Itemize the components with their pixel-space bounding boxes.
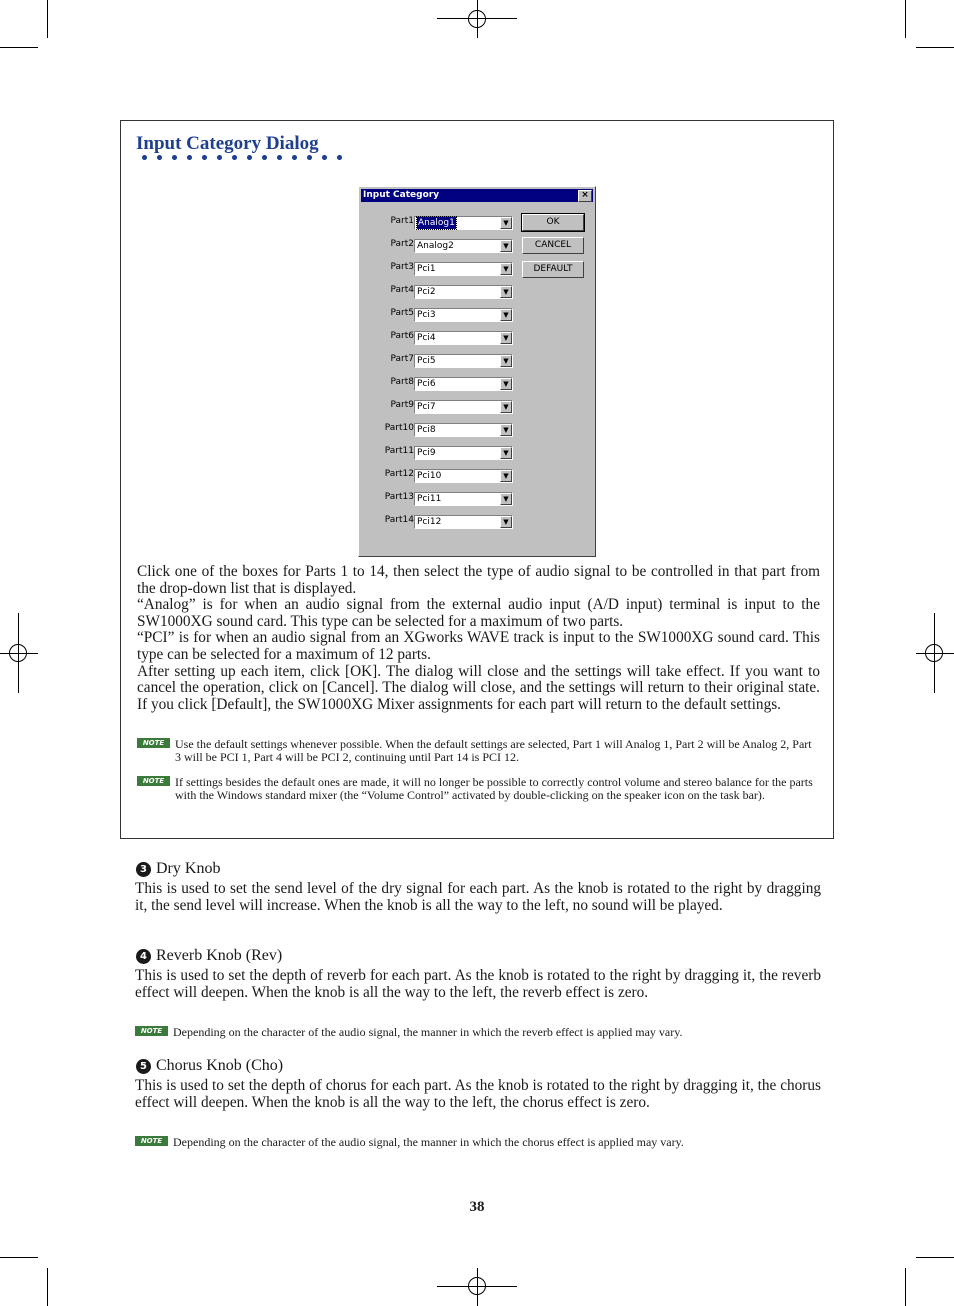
part-row [359, 468, 519, 484]
part-row [359, 330, 519, 346]
part-select-value: Pci7 [417, 402, 436, 412]
dropdown-arrow-icon[interactable]: ▼ [500, 401, 512, 413]
note-text: Depending on the character of the audio signal, the manner in which the reverb effect is applied may vary. [173, 1025, 683, 1039]
note-text: Depending on the character of the audio signal, the manner in which the chorus effect is applied may vary. [173, 1135, 684, 1149]
part-label: Part13 [384, 492, 414, 502]
part-select-value: Pci10 [417, 471, 442, 481]
part-select-value: Pci5 [417, 356, 436, 366]
part-select[interactable] [414, 216, 513, 230]
dropdown-arrow-icon[interactable]: ▼ [500, 332, 512, 344]
part-select[interactable] [414, 354, 513, 368]
box-body-text [137, 564, 820, 713]
part-select-value: Pci6 [417, 379, 436, 389]
part-select-value: Analog2 [417, 241, 454, 251]
dropdown-arrow-icon[interactable]: ▼ [500, 378, 512, 390]
dropdown-arrow-icon[interactable]: ▼ [500, 470, 512, 482]
item-heading [136, 947, 282, 965]
part-row [359, 514, 519, 530]
part-label: Part12 [384, 469, 414, 479]
dropdown-arrow-icon[interactable]: ▼ [500, 516, 512, 528]
dialog-title: Input Category [363, 190, 440, 200]
part-select-value: Pci1 [417, 264, 436, 274]
part-select[interactable] [414, 469, 513, 483]
part-row [359, 445, 519, 461]
part-label: Part14 [384, 515, 414, 525]
registration-circle [468, 1277, 486, 1295]
crop-mark [47, 1268, 48, 1306]
note-icon: NOTE [135, 1026, 168, 1036]
part-select-value: Pci4 [417, 333, 436, 343]
paragraph: “PCI” is for when an audio signal from an XGworks WAVE track is input to the SW1000XG sound card. This type can be selected for a maximum of 12 parts. [137, 629, 820, 663]
part-label: Part9 [390, 400, 414, 410]
dropdown-arrow-icon[interactable]: ▼ [500, 286, 512, 298]
part-select[interactable] [414, 446, 513, 460]
crop-mark [905, 1268, 906, 1306]
part-row [359, 215, 519, 231]
input-category-dialog [358, 186, 596, 557]
part-select-value: Pci2 [417, 287, 436, 297]
dropdown-arrow-icon[interactable]: ▼ [500, 263, 512, 275]
dropdown-arrow-icon[interactable]: ▼ [500, 493, 512, 505]
part-label: Part5 [390, 308, 414, 318]
part-select[interactable] [414, 377, 513, 391]
item-text: This is used to set the send level of the dry signal for each part. As the knob is rotated to the right by dragging it, the send level will increase. When the knob is all the way to the left, no sound will be played. [135, 880, 821, 914]
dropdown-arrow-icon[interactable]: ▼ [500, 240, 512, 252]
part-select-value: Pci11 [417, 494, 442, 504]
part-select-value: Pci12 [417, 517, 442, 527]
part-label: Part3 [390, 262, 414, 272]
cancel-button[interactable]: CANCEL [522, 237, 584, 254]
part-row [359, 284, 519, 300]
note-icon: NOTE [137, 776, 170, 786]
part-select[interactable] [414, 492, 513, 506]
dropdown-arrow-icon[interactable]: ▼ [500, 424, 512, 436]
crop-mark [0, 1257, 38, 1258]
part-row [359, 376, 519, 392]
part-select[interactable] [414, 331, 513, 345]
title-underline-dots [137, 155, 347, 160]
default-button[interactable]: DEFAULT [522, 261, 584, 278]
ok-button[interactable]: OK [522, 214, 584, 231]
item-heading [136, 1057, 283, 1075]
part-row [359, 353, 519, 369]
part-label: Part8 [390, 377, 414, 387]
crop-mark [0, 47, 38, 48]
item-number: 3 [136, 862, 151, 877]
registration-circle [925, 644, 943, 662]
paragraph: “Analog” is for when an audio signal from the external audio input (A/D input) terminal is input to the SW1000XG sound card. This type can be selected for a maximum of two parts. [137, 596, 820, 630]
part-row [359, 422, 519, 438]
note-text: If settings besides the default ones are made, it will no longer be possible to correctly control volume and stereo balance for the parts with the Windows standard mixer (the “Volume Control” activated by double-clicking on the speaker icon on the task bar). [175, 775, 813, 802]
crop-mark [905, 0, 906, 38]
paragraph: After setting up each item, click [OK]. The dialog will close and the settings will take effect. If you want to cancel the operation, click on [Cancel]. The dialog will close, and the settings will return to their original state. If you click [Default], the SW1000XG Mixer assignments for each part will return to the default settings. [137, 662, 820, 713]
part-select-value: Pci9 [417, 448, 436, 458]
part-row [359, 238, 519, 254]
close-icon[interactable]: × [578, 190, 592, 202]
part-select[interactable] [414, 400, 513, 414]
section-title: Input Category Dialog [136, 133, 319, 154]
part-select-value: Analog1 [418, 218, 455, 228]
page-number: 38 [469, 1199, 485, 1215]
part-select[interactable] [414, 239, 513, 253]
part-row [359, 307, 519, 323]
part-select[interactable] [414, 262, 513, 276]
dropdown-arrow-icon[interactable]: ▼ [500, 355, 512, 367]
item-heading [136, 860, 220, 878]
item-title: Chorus Knob (Cho) [156, 1057, 284, 1074]
part-select[interactable] [414, 308, 513, 322]
part-label: Part7 [390, 354, 414, 364]
dialog-title-bar [361, 189, 593, 202]
item-number: 4 [136, 949, 151, 964]
item-title: Reverb Knob (Rev) [156, 947, 283, 964]
part-label: Part2 [390, 239, 414, 249]
part-select-value: Pci3 [417, 310, 436, 320]
paragraph: Click one of the boxes for Parts 1 to 14, then select the type of audio signal to be controlled in that part from the drop-down list that is displayed. [137, 563, 820, 597]
part-select[interactable] [414, 423, 513, 437]
part-label: Part10 [384, 423, 414, 433]
part-row [359, 399, 519, 415]
dropdown-arrow-icon[interactable]: ▼ [500, 217, 512, 229]
part-label: Part6 [390, 331, 414, 341]
item-text: This is used to set the depth of chorus for each part. As the knob is rotated to the right by dragging it, the chorus effect will deepen. When the knob is all the way to the left, the chorus effect is zero. [135, 1077, 821, 1111]
part-select[interactable] [414, 285, 513, 299]
note-icon: NOTE [137, 738, 170, 748]
note-text: Use the default settings whenever possible. When the default settings are selected, Part 1 will Analog 1, Part 2 will be Analog 2, Part 3 will be PCI 1, Part 4 will be PCI 2, continuing until Part 14 is PCI 12. [175, 737, 812, 764]
crop-mark [916, 47, 954, 48]
item-text: This is used to set the depth of reverb for each part. As the knob is rotated to the right by dragging it, the reverb effect will deepen. When the knob is all the way to the left, the reverb effect is zero. [135, 967, 821, 1001]
part-label: Part1 [390, 216, 414, 226]
part-label: Part11 [384, 446, 414, 456]
part-select-value: Pci8 [417, 425, 436, 435]
registration-circle [468, 10, 486, 28]
part-row [359, 261, 519, 277]
part-label: Part4 [390, 285, 414, 295]
crop-mark [47, 0, 48, 38]
dropdown-arrow-icon[interactable]: ▼ [500, 309, 512, 321]
dropdown-arrow-icon[interactable]: ▼ [500, 447, 512, 459]
part-row [359, 491, 519, 507]
item-number: 5 [136, 1059, 151, 1074]
note-icon: NOTE [135, 1136, 168, 1146]
part-select[interactable] [414, 515, 513, 529]
registration-circle [9, 644, 27, 662]
item-title: Dry Knob [156, 860, 221, 877]
crop-mark [916, 1257, 954, 1258]
